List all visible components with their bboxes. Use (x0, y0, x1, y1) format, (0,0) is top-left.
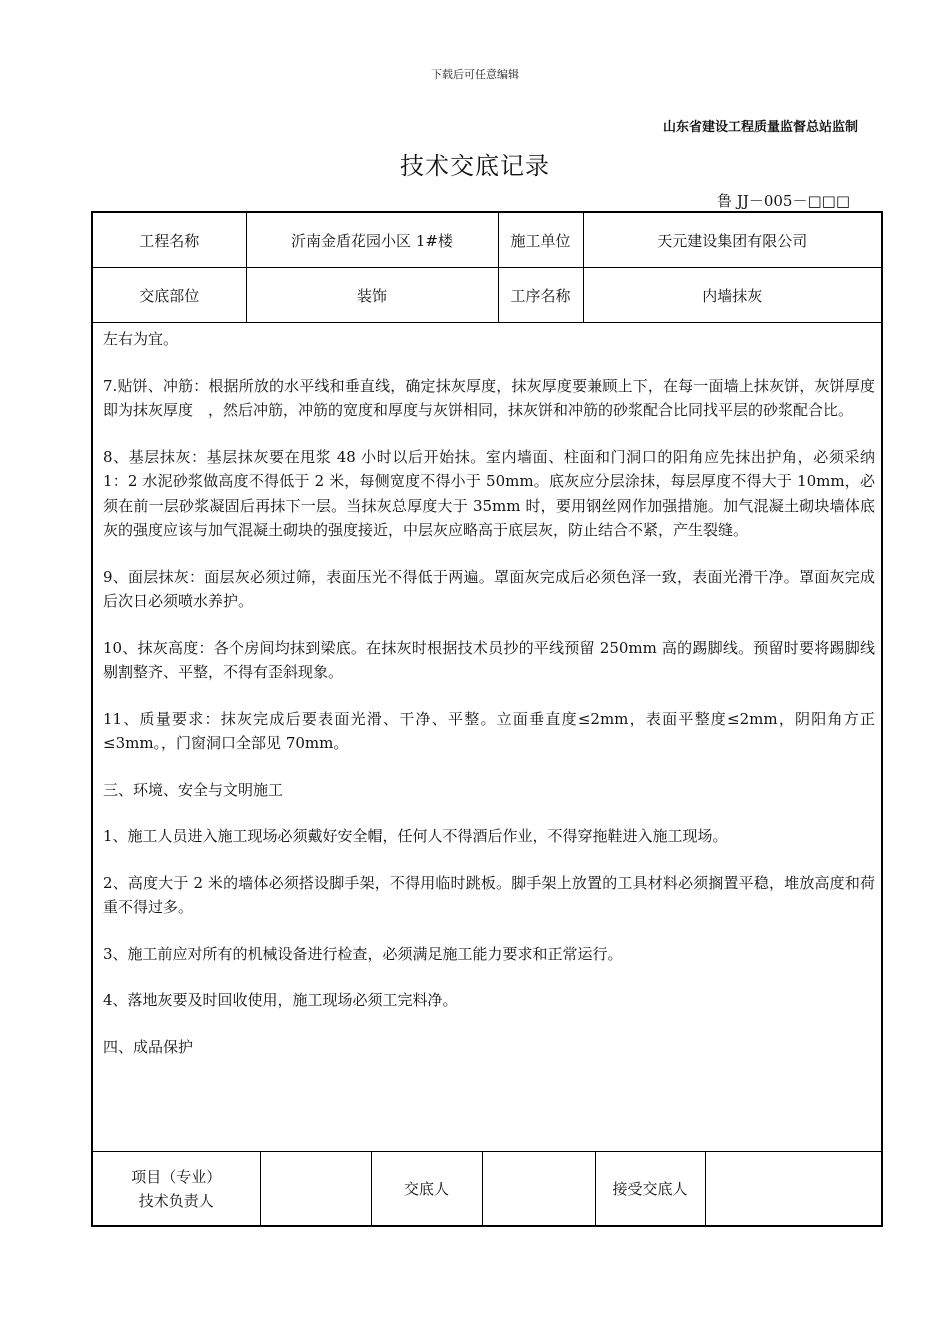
project-name-label: 工程名称 (93, 213, 246, 268)
discloser-signature-field[interactable] (482, 1152, 595, 1226)
table-row (93, 1152, 881, 1226)
signature-table (93, 1151, 881, 1225)
discloser-label: 交底人 (371, 1152, 482, 1226)
supervisor-label: 山东省建设工程质量监督总站监制 (662, 120, 858, 135)
process-name-value: 内墙抹灰 (583, 268, 881, 323)
record-form (91, 211, 883, 1227)
content-paragraph: 7.贴饼、冲筋：根据所放的水平线和垂直线，确定抹灰厚度，抹灰厚度要兼顾上下，在每一面墙上抹灰饼，灰饼厚度即为抹灰厚度 ，然后冲筋，冲筋的宽度和厚度与灰饼相同，抹灰饼和冲筋的砂浆配合比同找平层的砂浆配合比。 (103, 376, 875, 419)
section-heading: 四、成品保护 (103, 1037, 194, 1056)
project-name-value: 沂南金盾花园小区 1#楼 (246, 213, 498, 268)
table-row (93, 213, 881, 268)
content-paragraph: 左右为宜。 (103, 330, 179, 348)
receiver-signature-field[interactable] (705, 1152, 881, 1226)
construction-unit-value: 天元建设集团有限公司 (583, 213, 881, 268)
disclosure-part-label: 交底部位 (93, 268, 246, 323)
content-paragraph: 9、面层抹灰：面层灰必须过筛，表面压光不得低于两遍。罩面灰完成后必须色泽一致，表面光滑干净。罩面灰完成后次日必须喷水养护。 (103, 567, 875, 610)
page-title: 技术交底记录 (400, 152, 550, 180)
disclosure-content (103, 327, 875, 1081)
content-paragraph: 4、落地灰要及时回收使用，施工现场必须工完料净。 (103, 991, 458, 1009)
content-paragraph: 11、质量要求：抹灰完成后要表面光滑、干净、平整。立面垂直度≤2mm，表面平整度≤2mm，阴阳角方正≤3mm。，门窗洞口全部见 70mm。 (103, 709, 875, 752)
disclosure-part-value: 装饰 (246, 268, 498, 323)
content-paragraph: 3、施工前应对所有的机械设备进行检查，必须满足施工能力要求和正常运行。 (103, 944, 623, 963)
content-paragraph: 2、高度大于 2 米的墙体必须搭设脚手架，不得用临时跳板。脚手架上放置的工具材料必须搁置平稳，堆放高度和荷重不得过多。 (103, 873, 875, 916)
edit-note: 下载后可任意编辑 (431, 68, 519, 81)
receiver-label: 接受交底人 (595, 1152, 705, 1226)
construction-unit-label: 施工单位 (498, 213, 583, 268)
content-paragraph: 1、施工人员进入施工现场必须戴好安全帽，任何人不得酒后作业，不得穿拖鞋进入施工现场。 (103, 827, 728, 845)
tech-lead-label-line1: 项目（专业） (131, 1167, 222, 1186)
process-name-label: 工序名称 (498, 268, 583, 323)
tech-lead-signature-field[interactable] (260, 1152, 371, 1226)
tech-lead-label-line2: 技术负责人 (138, 1191, 214, 1210)
form-code: 鲁 JJ－005－□□□ (717, 192, 850, 210)
content-paragraph: 10、抹灰高度：各个房间均抹到梁底。在抹灰时根据技术员抄的平线预留 250mm 高的踢脚线。预留时要将踢脚线剔割整齐、平整，不得有歪斜现象。 (103, 638, 875, 681)
table-row (93, 268, 881, 323)
content-paragraph: 8、基层抹灰：基层抹灰要在甩浆 48 小时以后开始抹。室内墙面、柱面和门洞口的阳角应先抹出护角，必须采纳 1：2 水泥砂浆做高度不得低于 2 米，每侧宽度不得小于 50mm。底灰应分层涂抹，每层厚度不得大于 10mm，必须在前一层砂浆凝固后再抹下一层。当抹灰总厚度大于 35mm 时，要用钢丝网作加强措施。加气混凝土砌块墙体底灰的强度应该与加气混凝土砌块的强度接近，中层灰应略高于底层灰，防止结合不紧，产生裂缝。 (103, 447, 875, 539)
tech-lead-label (93, 1152, 260, 1226)
info-table (93, 213, 881, 323)
section-heading: 三、环境、安全与文明施工 (103, 780, 284, 799)
